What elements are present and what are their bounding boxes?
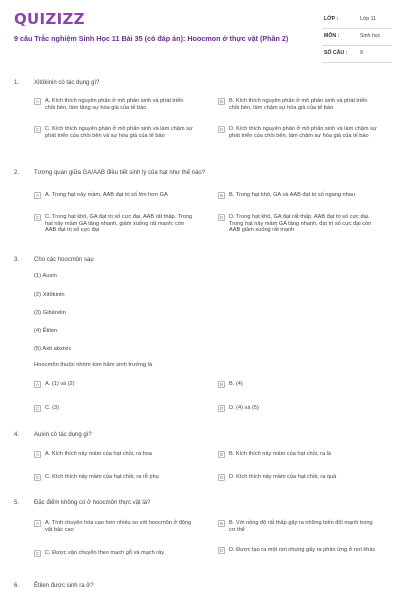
meta-row-subject: [322, 29, 392, 46]
option-box[interactable]: D: [219, 406, 224, 411]
option-text: C. Kích thích nảy mầm của hạt chồi, ra rễ phụ: [45, 474, 159, 480]
option-box[interactable]: B: [219, 382, 224, 387]
question-text: Tương quan giữa GA/AAB điều tiết sinh lý của hạt như thế nào?: [34, 170, 206, 176]
statement-line: (3) Gibêrelin: [34, 310, 66, 316]
option-text: B. Trong hạt khô, GA và AAB đạt trị số ngang nhau: [229, 192, 355, 198]
option-box[interactable]: A: [35, 382, 40, 387]
option-box[interactable]: D: [219, 475, 224, 480]
option-text: A. Kích thích nảy mầm của hạt chồi, ra hoa: [45, 451, 152, 457]
option-text: A. (1) và (2): [45, 381, 75, 387]
header: [0, 0, 400, 68]
question-number: 1.: [14, 80, 20, 86]
meta-row-count: [322, 46, 392, 63]
meta-label: MÔN :: [324, 33, 340, 39]
option-box[interactable]: A: [35, 193, 40, 198]
meta-value: Sinh học: [360, 33, 381, 39]
question-number: 5.: [14, 500, 20, 506]
option-text: C. Được vận chuyển theo mạch gỗ và mạch rây: [45, 550, 165, 556]
option-box[interactable]: B: [219, 99, 224, 104]
meta-label: LỚP :: [324, 16, 339, 22]
question-text: Auxin có tác dụng gì?: [34, 432, 92, 438]
meta-table: [322, 12, 392, 63]
option-text: D. Được tạo ra một nơi nhưng gây ra phản ứng ở nơi khác: [229, 547, 376, 553]
meta-row-grade: [322, 12, 392, 29]
meta-value: 9: [360, 50, 363, 56]
option-text: B. Với nồng độ rất thấp gây ra những biến đổi mạnh trong cơ thể: [229, 520, 373, 533]
quizizz-logo: QUIZIZZ: [14, 10, 85, 28]
question-text: Đặc điểm không có ở hoocmôn thực vật là?: [34, 500, 151, 506]
option-text: C. (3): [45, 405, 59, 411]
option-box[interactable]: C: [35, 551, 40, 556]
option-box[interactable]: A: [35, 99, 40, 104]
option-box[interactable]: D: [219, 127, 224, 132]
option-box[interactable]: A: [35, 521, 40, 526]
option-text: D. (4) và (5): [229, 405, 259, 411]
question-number: 3.: [14, 257, 20, 263]
question-prompt: Hoocmôn thuộc nhóm kìm hãm sinh trưởng là: [34, 362, 153, 368]
option-text: B. Kích thích nguyên phân ở mô phân sinh và phát triển chồi bên, làm chậm sự hóa già của tế bào: [229, 98, 368, 111]
option-text: A. Kích thích nguyên phân ở mô phân sinh và phát triển chồi bên, làm tăng sự hóa già của tế bào: [45, 98, 184, 111]
option-box[interactable]: D: [219, 548, 224, 553]
option-box[interactable]: C: [35, 215, 40, 220]
question-number: 6.: [14, 583, 20, 589]
option-box[interactable]: A: [35, 452, 40, 457]
question-text: Êtilen được sinh ra ở?: [34, 583, 94, 589]
option-text: A. Trong hạt nảy mầm, AAB đạt trị số lớn hơn GA: [45, 192, 168, 198]
question-number: 2.: [14, 170, 20, 176]
option-text: D. Kích thích nảy mầm của hạt chồi, ra quả: [229, 474, 337, 480]
option-text: C. Kích thích nguyên phân ở mô phân sinh và làm chậm sự phát triển của chồi bên và sự hóa già của tế bào: [45, 126, 193, 139]
statement-line: (4) Êtilen: [34, 328, 58, 334]
option-text: B. (4): [229, 381, 243, 387]
option-text: A. Tính chuyên hóa cao hơn nhiều so với hoocmôn ở động vật bậc cao: [45, 520, 192, 533]
document-title: 9 câu Trắc nghiệm Sinh Học 11 Bài 35 (có đáp án): Hoocmon ở thực vật (Phần 2): [14, 34, 289, 43]
option-text: D. Kích thích nguyên phân ở mô phân sinh và làm chậm sự phát triển của chồi bên, làm chậm sự hóa già của tế bào: [229, 126, 377, 139]
option-box[interactable]: C: [35, 406, 40, 411]
option-box[interactable]: D: [219, 215, 224, 220]
option-box[interactable]: B: [219, 521, 224, 526]
question-number: 4.: [14, 432, 20, 438]
statement-line: (5) Axit abxixic: [34, 346, 72, 352]
option-box[interactable]: C: [35, 127, 40, 132]
option-box[interactable]: C: [35, 475, 40, 480]
question-text: Cho các hoocmôn sau: [34, 257, 94, 263]
statement-line: (1) Auxin: [34, 273, 57, 279]
option-box[interactable]: B: [219, 193, 224, 198]
statement-line: (2) Xitôkinin: [34, 292, 65, 298]
meta-label: SỐ CÂU :: [324, 50, 348, 56]
option-text: C. Trong hạt khô, GA đạt trị số cực đại, AAB rất thấp. Trong hạt nảy mầm GA tăng nhanh, giảm xuống rất mạnh; còn AAB đạt trị số cực đại: [45, 214, 193, 234]
meta-value: Lớp 11: [360, 16, 376, 22]
option-text: D. Trong hạt khô, GA đạt rất thấp, AAB đạt trị số cực đại. Trong hạt nảy mầm GA tăng nhanh, đạt trị số cực đại còn AAB giảm xuống rất mạnh: [229, 214, 372, 234]
option-text: B. Kích thích nảy mầm của hạt chồi, ra lá: [229, 451, 331, 457]
question-text: Xitôkinin có tác dụng gì?: [34, 80, 100, 86]
option-box[interactable]: B: [219, 452, 224, 457]
